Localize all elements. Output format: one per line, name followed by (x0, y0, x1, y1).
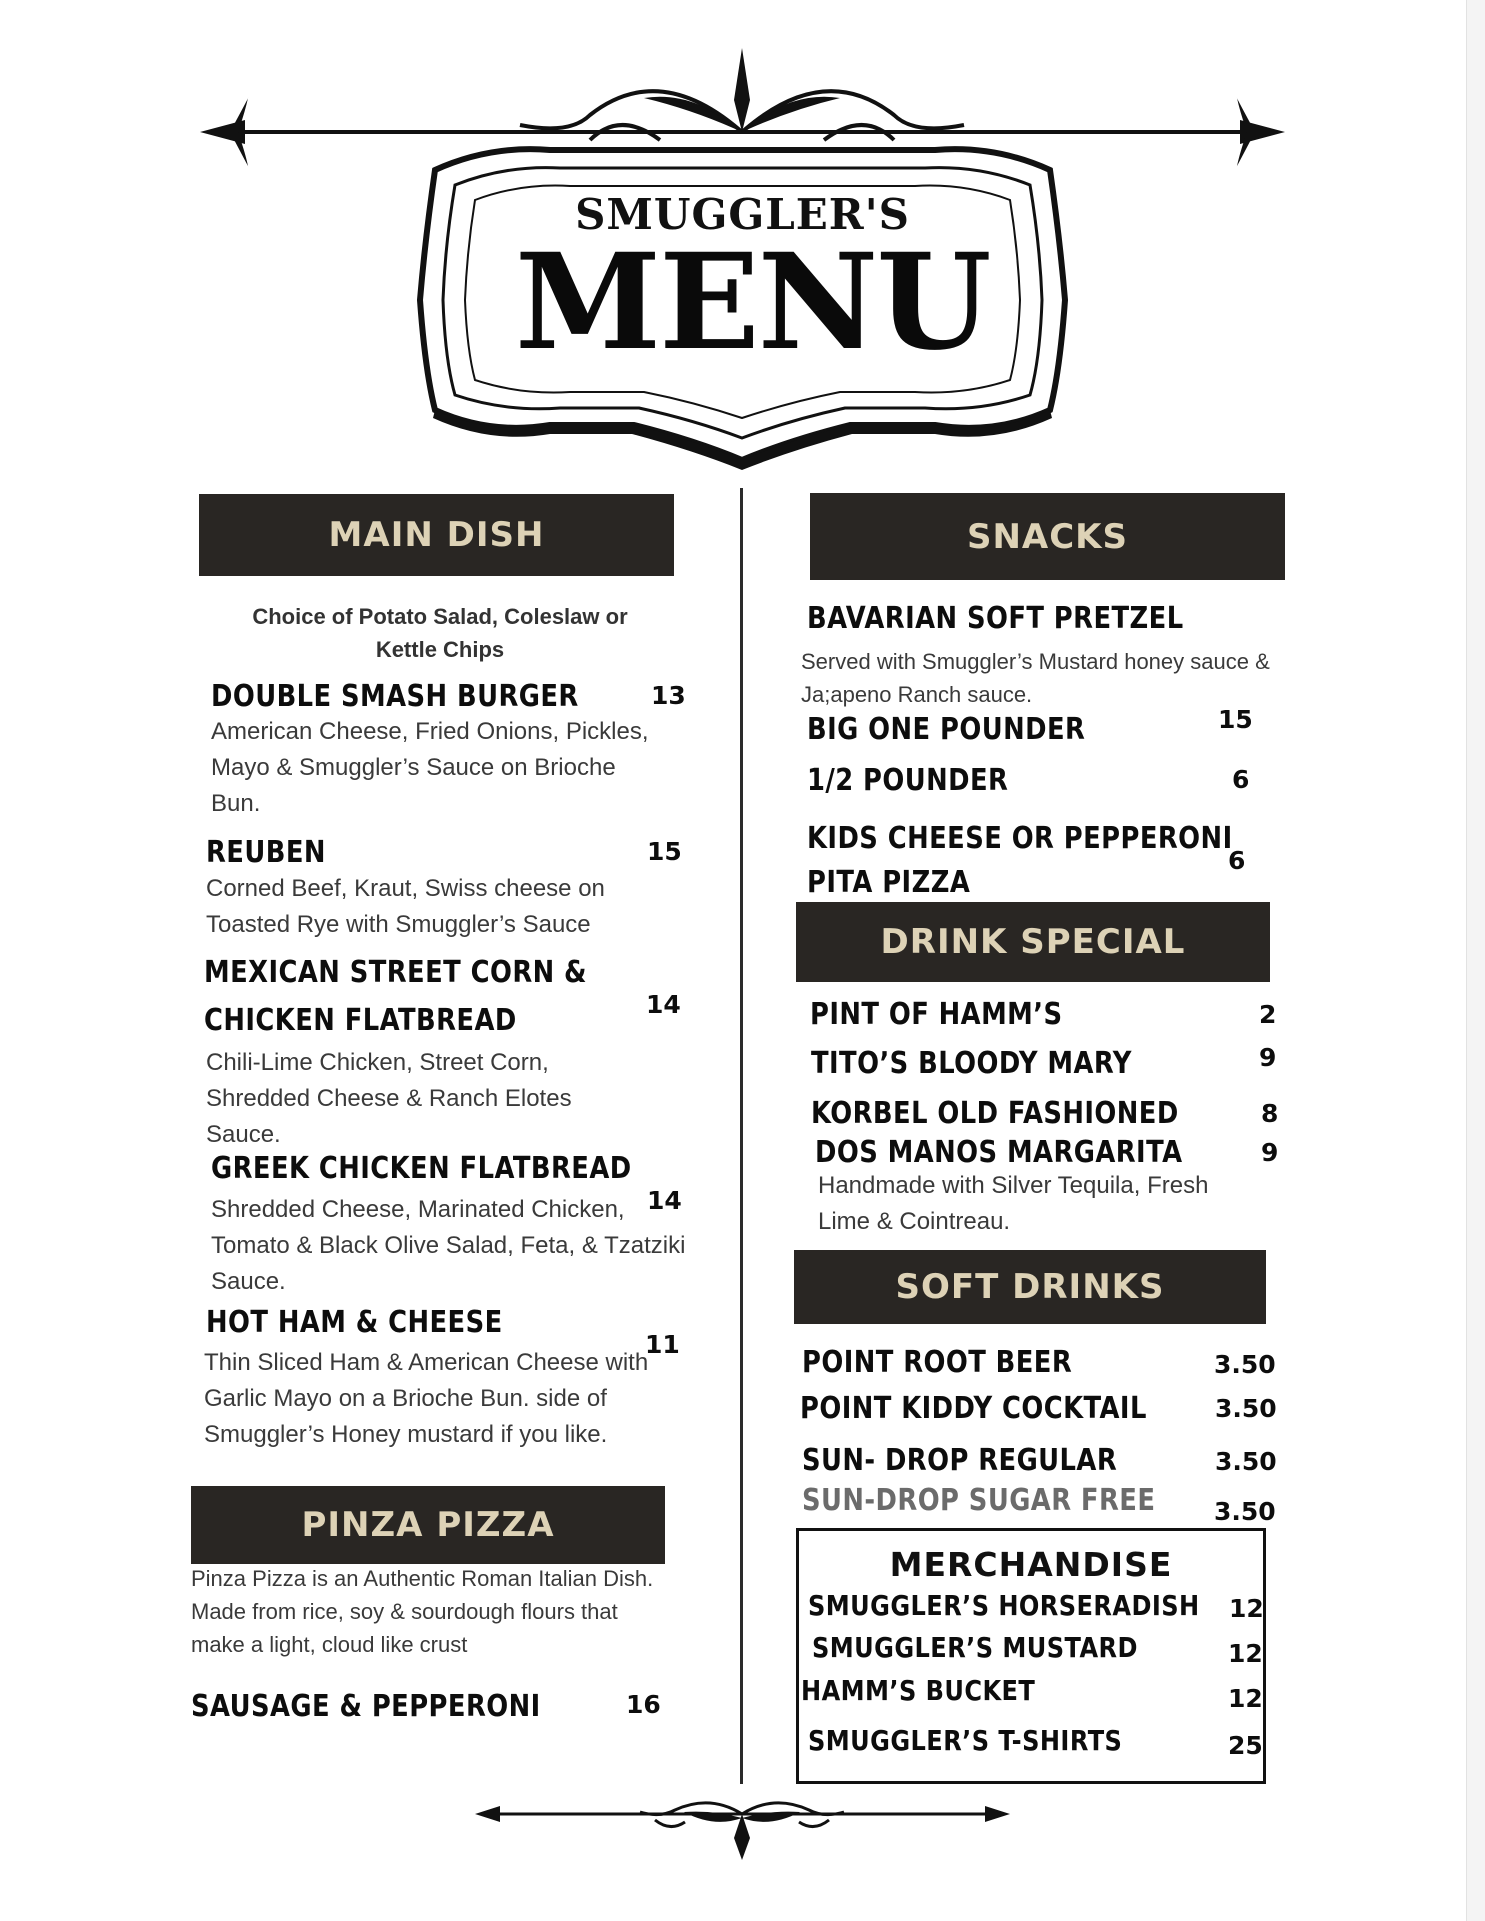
soft-drinks-heading: SOFT DRINKS (895, 1267, 1165, 1307)
restaurant-name: SMUGGLER'S (575, 190, 910, 239)
item-name-line2: PITA PIZZA (807, 865, 971, 900)
item-name: SUN- DROP REGULAR (802, 1443, 1118, 1478)
item-description: Served with Smuggler’s Mustard honey sauce & Ja;apeno Ranch sauce. (801, 649, 1270, 707)
item-price: 3.50 (1215, 1447, 1277, 1476)
item-name: TITO’S BLOODY MARY (811, 1046, 1132, 1081)
item-name: POINT KIDDY COCKTAIL (800, 1391, 1147, 1426)
item-name: HAMM’S BUCKET (801, 1674, 1036, 1707)
item-price: 13 (651, 681, 686, 710)
item-name: KORBEL OLD FASHIONED (811, 1096, 1179, 1131)
soft-drinks-banner (794, 1250, 1266, 1324)
item-name-line1: KIDS CHEESE OR PEPPERONI (807, 821, 1233, 856)
item-price: 8 (1261, 1099, 1279, 1128)
item-name: SMUGGLER’S T-SHIRTS (808, 1724, 1123, 1757)
item-price: 14 (646, 990, 681, 1019)
item-name: BIG ONE POUNDER (807, 712, 1086, 747)
item-price: 11 (645, 1330, 680, 1359)
pinza-pizza-banner (191, 1486, 665, 1564)
item-name: REUBEN (206, 835, 326, 870)
footer-ornament (470, 1798, 1015, 1862)
item-name-line2: CHICKEN FLATBREAD (204, 1003, 517, 1038)
item-name: SMUGGLER’S MUSTARD (812, 1631, 1138, 1664)
pinza-pizza-heading: PINZA PIZZA (301, 1505, 555, 1545)
snacks-banner (810, 493, 1285, 580)
item-name: GREEK CHICKEN FLATBREAD (211, 1151, 632, 1186)
item-description: Corned Beef, Kraut, Swiss cheese on Toasted Rye with Smuggler’s Sauce (206, 875, 605, 938)
item-description: Shredded Cheese, Marinated Chicken, Tomato & Black Olive Salad, Feta, & Tzatziki Sauce. (211, 1196, 686, 1295)
item-name: HOT HAM & CHEESE (206, 1305, 503, 1340)
item-description: American Cheese, Fried Onions, Pickles, Mayo & Smuggler’s Sauce on Brioche Bun. (211, 718, 649, 817)
item-description: Handmade with Silver Tequila, Fresh Lime & Cointreau. (818, 1172, 1209, 1235)
item-price: 15 (1218, 705, 1253, 734)
item-name-line1: MEXICAN STREET CORN & (204, 955, 587, 990)
center-divider (740, 488, 743, 1784)
item-name: SMUGGLER’S HORSERADISH (808, 1589, 1200, 1622)
merchandise-heading: MERCHANDISE (889, 1545, 1173, 1584)
item-price: 12 (1229, 1594, 1264, 1623)
item-name: BAVARIAN SOFT PRETZEL (807, 601, 1184, 636)
main-dish-heading: MAIN DISH (328, 515, 545, 555)
item-price: 25 (1228, 1731, 1263, 1760)
item-name: PINT OF HAMM’S (810, 997, 1063, 1032)
drink-special-heading: DRINK SPECIAL (880, 922, 1186, 962)
page-edge (1466, 0, 1485, 1921)
item-price: 15 (647, 837, 682, 866)
item-price: 14 (647, 1186, 682, 1215)
item-price: 16 (626, 1690, 661, 1719)
item-name: POINT ROOT BEER (802, 1345, 1073, 1380)
item-description: Thin Sliced Ham & American Cheese with Garlic Mayo on a Brioche Bun. side of Smuggler’s Honey mustard if you like. (204, 1349, 649, 1448)
item-description: Chili-Lime Chicken, Street Corn, Shredded Cheese & Ranch Elotes Sauce. (206, 1049, 572, 1148)
pinza-description: Pinza Pizza is an Authentic Roman Italian Dish. Made from rice, soy & sourdough flours that make a light, cloud like crust (191, 1566, 654, 1657)
menu-title: MENU (515, 225, 990, 380)
item-price: 3.50 (1215, 1394, 1277, 1423)
item-price: 6 (1228, 846, 1246, 875)
item-price: 9 (1261, 1138, 1279, 1167)
item-price: 6 (1232, 765, 1250, 794)
main-dish-banner (199, 494, 674, 576)
item-price: 2 (1259, 1000, 1277, 1029)
sides-note: Choice of Potato Salad, Coleslaw or Kettle Chips (252, 604, 628, 662)
item-price: 9 (1259, 1043, 1277, 1072)
item-name: SAUSAGE & PEPPERONI (191, 1689, 541, 1724)
item-price: 12 (1228, 1639, 1263, 1668)
item-price: 3.50 (1214, 1350, 1276, 1379)
snacks-heading: SNACKS (966, 516, 1129, 557)
item-name: DOS MANOS MARGARITA (815, 1135, 1183, 1170)
item-name-muted: SUN-DROP SUGAR FREE (802, 1483, 1156, 1518)
item-price: 3.50 (1214, 1497, 1276, 1526)
item-name: DOUBLE SMASH BURGER (211, 679, 579, 714)
item-price: 12 (1228, 1684, 1263, 1713)
item-name: 1/2 POUNDER (807, 763, 1009, 798)
drink-special-banner (796, 902, 1270, 982)
